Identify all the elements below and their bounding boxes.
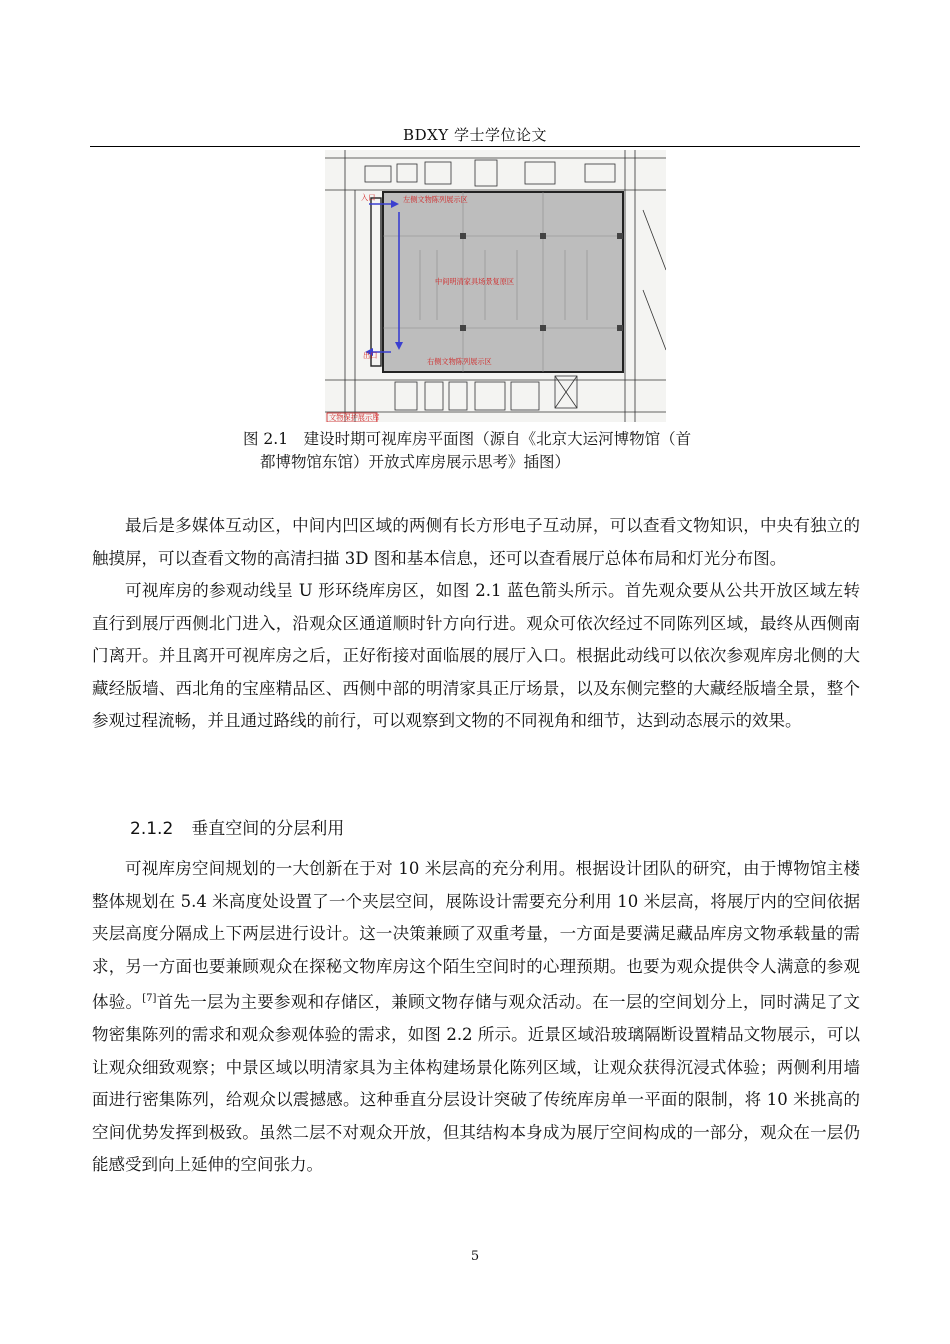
citation-ref[interactable]: [7]: [142, 993, 157, 1004]
section-title: 垂直空间的分层利用: [191, 819, 345, 839]
body-section-1: [92, 510, 860, 738]
label-entry: 入口: [361, 193, 376, 202]
paragraph: 可视库房的参观动线呈 U 形环绕库房区，如图 2.1 蓝色箭头所示。首先观众要从公共开放区域左转直行到展厅西侧北门进入，沿观众区通道顺时针方向行进。观众可依次经过不同陈列区域，最终从西侧南门离开。并且离开可视库房之后，正好衔接对面临展的展厅入口。根据此动线可以依次参观库房北侧的大藏经版墙、西北角的宝座精品区、西侧中部的明清家具正厅场景，以及东侧完整的大藏经版墙全景，整个参观过程流畅，并且通过路线的前行，可以观察到文物的不同视角和细节，达到动态展示的效果。: [92, 581, 860, 730]
header-rule: [90, 146, 860, 147]
paragraph-text: 首先一层为主要参观和存储区，兼顾文物存储与观众活动。在一层的空间划分上，同时满足了文物密集陈列的需求和观众参观体验的需求，如图 2.2 所示。近景区域沿玻璃隔断设置精品文物展示，可以让观众细致观察；中景区域以明清家具为主体构建场景化陈列区域，让观众获得沉浸式体验；两侧利用墙面进行密集陈列，给观众以震撼感。这种垂直分层设计突破了传统库房单一平面的限制，将 10 米挑高的空间优势发挥到极致。虽然二层不对观众开放，但其结构本身成为展厅空间构成的一部分，观众在一层仍能感受到向上延伸的空间张力。: [92, 992, 861, 1174]
label-left-zone: 左侧文物陈列展示区: [403, 195, 468, 204]
caption-line-1: 图 2.1 建设时期可视库房平面图（源自《北京大运河博物馆（首: [243, 430, 692, 448]
caption-line-2: 都博物馆东馆）开放式库房展示思考》插图）: [260, 453, 571, 471]
paragraph: [92, 853, 860, 1182]
body-section-2: [92, 853, 860, 1182]
label-right-zone: 右侧文物陈列展示区: [427, 357, 492, 366]
label-exit: 出口: [363, 351, 378, 360]
page-number: 5: [470, 1249, 480, 1264]
paragraph: 最后是多媒体互动区，中间内凹区域的两侧有长方形电子互动屏，可以查看文物知识，中央有独立的触摸屏，可以查看文物的高清扫描 3D 图和基本信息，还可以查看展厅总体布局和灯光分布图。: [92, 516, 860, 568]
figure-caption: [230, 428, 750, 474]
label-middle-zone: 中间明清家具场景复原区: [435, 277, 515, 286]
section-number: 2.1.2: [130, 819, 174, 839]
section-heading: [130, 814, 344, 839]
label-bottom-tag: 文物保护展示库: [329, 413, 380, 422]
floor-plan-figure: [325, 150, 666, 422]
running-header: BDXY 学士学位论文: [403, 126, 547, 144]
paragraph-text: 可视库房空间规划的一大创新在于对 10 米层高的充分利用。根据设计团队的研究，由于博物馆主楼整体规划在 5.4 米高度处设置了一个夹层空间，展陈设计需要充分利用 10 米层高，将展厅内的空间依据夹层高度分隔成上下两层进行设计。这一决策兼顾了双重考量，一方面是要满足藏品库房文物承载量的需求，另一方面也要兼顾观众在探秘文物库房这个陌生空间时的心理预期。也要为观众提供令人满意的参观体验。: [92, 859, 860, 1012]
